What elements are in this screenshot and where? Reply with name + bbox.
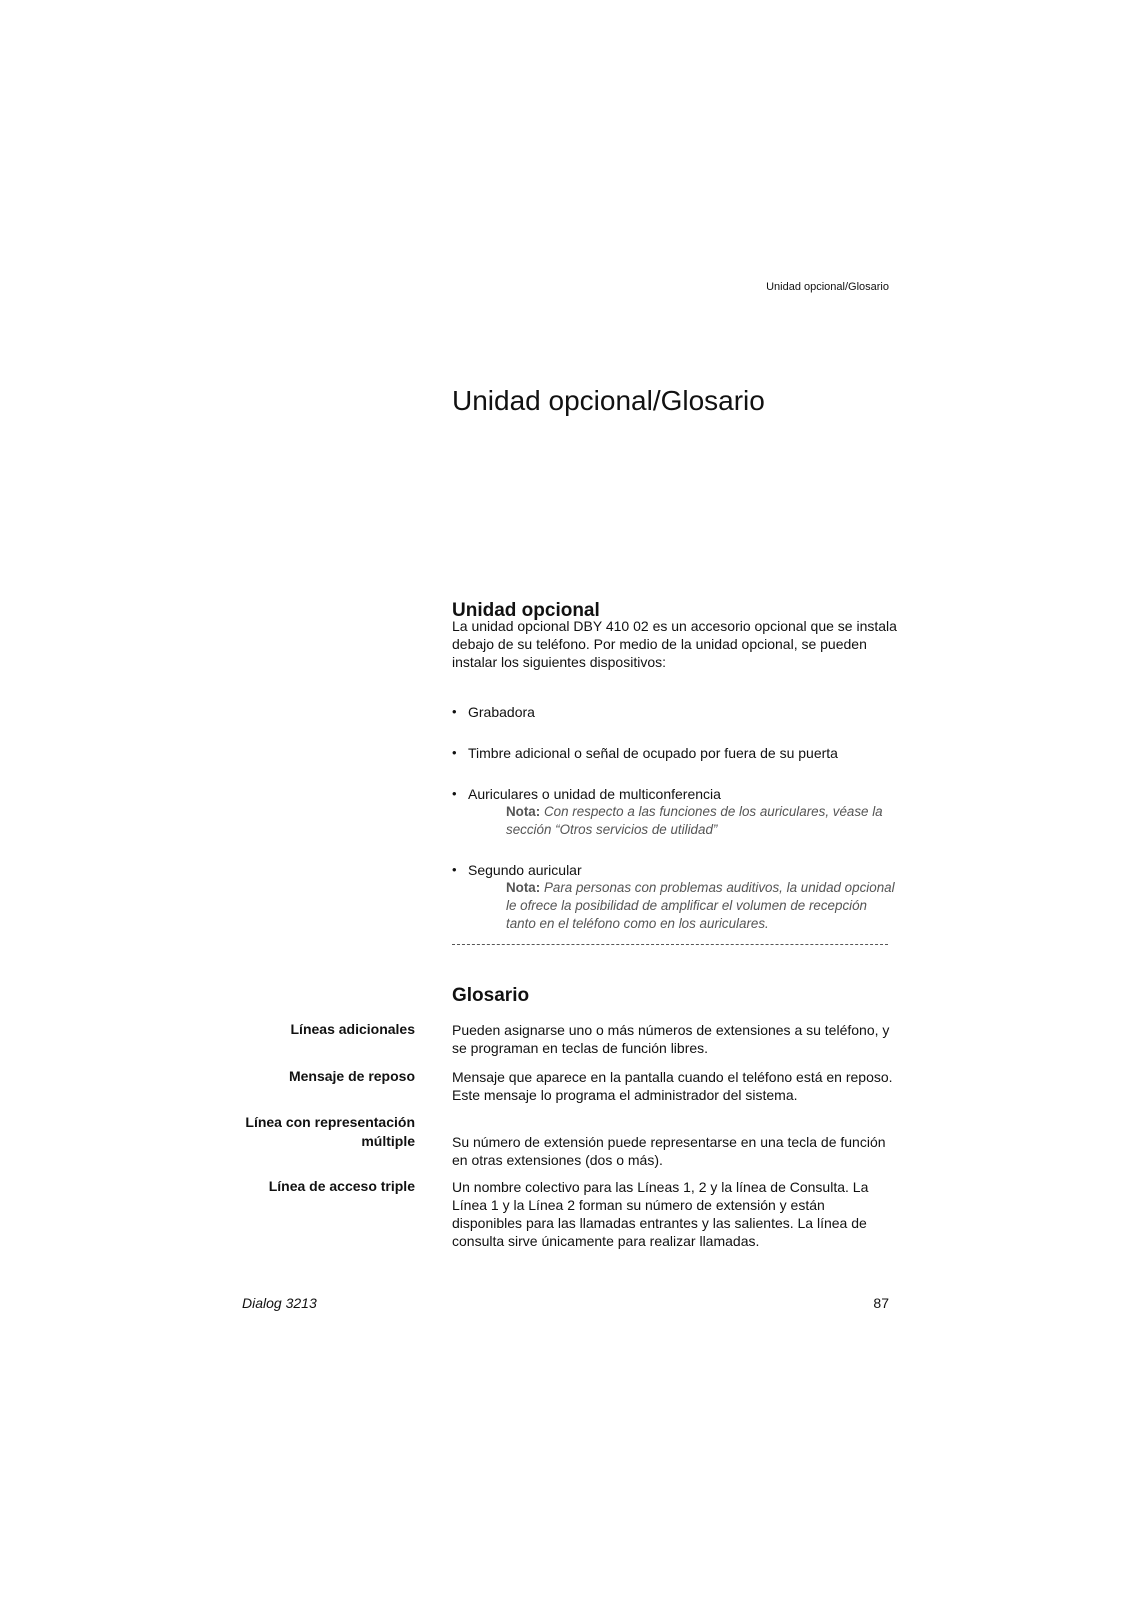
glossary-definition: Mensaje que aparece en la pantalla cuando el teléfono está en reposo. Este mensaje lo programa el administrador del sistema. — [452, 1069, 893, 1103]
bullet-item-auriculares — [452, 785, 897, 839]
note-text: Para personas con problemas auditivos, la unidad opcional le ofrece la posibilidad de amplificar el volumen de recepción tanto en el teléfono como en los auriculares. — [506, 880, 895, 931]
bullet-text: Timbre adicional o señal de ocupado por fuera de su puerta — [468, 745, 838, 761]
glossary-term: Mensaje de reposo — [288, 1068, 415, 1084]
glossary-definition: Pueden asignarse uno o más números de extensiones a su teléfono, y se programan en teclas de función libres. — [452, 1022, 890, 1056]
section-divider — [452, 944, 888, 945]
glossary-term: Línea con representación múltiple — [245, 1114, 415, 1149]
bullet-icon: • — [452, 862, 457, 877]
bullet-text: Segundo auricular — [468, 862, 582, 878]
note-label: Nota: — [506, 804, 541, 819]
bullet-icon: • — [452, 786, 457, 801]
bullet-icon: • — [452, 745, 457, 760]
footer-page-number: 87 — [873, 1295, 889, 1311]
section-heading-unidad-opcional: Unidad opcional — [452, 600, 600, 621]
note-text: Con respecto a las funciones de los auriculares, véase la sección “Otros servicios de utilidad” — [506, 804, 883, 837]
glossary-term: Línea de acceso triple — [268, 1178, 415, 1194]
note — [506, 879, 896, 933]
bullet-icon: • — [452, 704, 457, 719]
bullet-item-timbre — [452, 744, 897, 762]
glossary-definition: Un nombre colectivo para las Líneas 1, 2 y la línea de Consulta. La Línea 1 y la Línea 2 forman su número de extensión y están disponibles para las llamadas entrantes y las salientes. La línea de consulta sirve únicamente para realizar llamadas. — [452, 1179, 869, 1249]
intro-paragraph: La unidad opcional DBY 410 02 es un accesorio opcional que se instala debajo de su teléfono. Por medio de la unidad opcional, se pueden instalar los siguientes dispositivos: — [452, 618, 897, 670]
note — [506, 803, 896, 839]
footer-product-name: Dialog 3213 — [242, 1295, 317, 1311]
bullet-text: Grabadora — [468, 704, 535, 720]
note-label: Nota: — [506, 880, 541, 895]
section-heading-glosario: Glosario — [452, 985, 530, 1006]
glossary-definition: Su número de extensión puede representarse en una tecla de función en otras extensiones (dos o más). — [452, 1134, 886, 1168]
running-header: Unidad opcional/Glosario — [766, 281, 889, 293]
bullet-text: Auriculares o unidad de multiconferencia — [468, 786, 721, 802]
chapter-title: Unidad opcional/Glosario — [452, 385, 765, 416]
glossary-term: Líneas adicionales — [290, 1021, 415, 1037]
bullet-item-grabadora — [452, 703, 897, 721]
bullet-item-segundo-auricular — [452, 861, 897, 933]
